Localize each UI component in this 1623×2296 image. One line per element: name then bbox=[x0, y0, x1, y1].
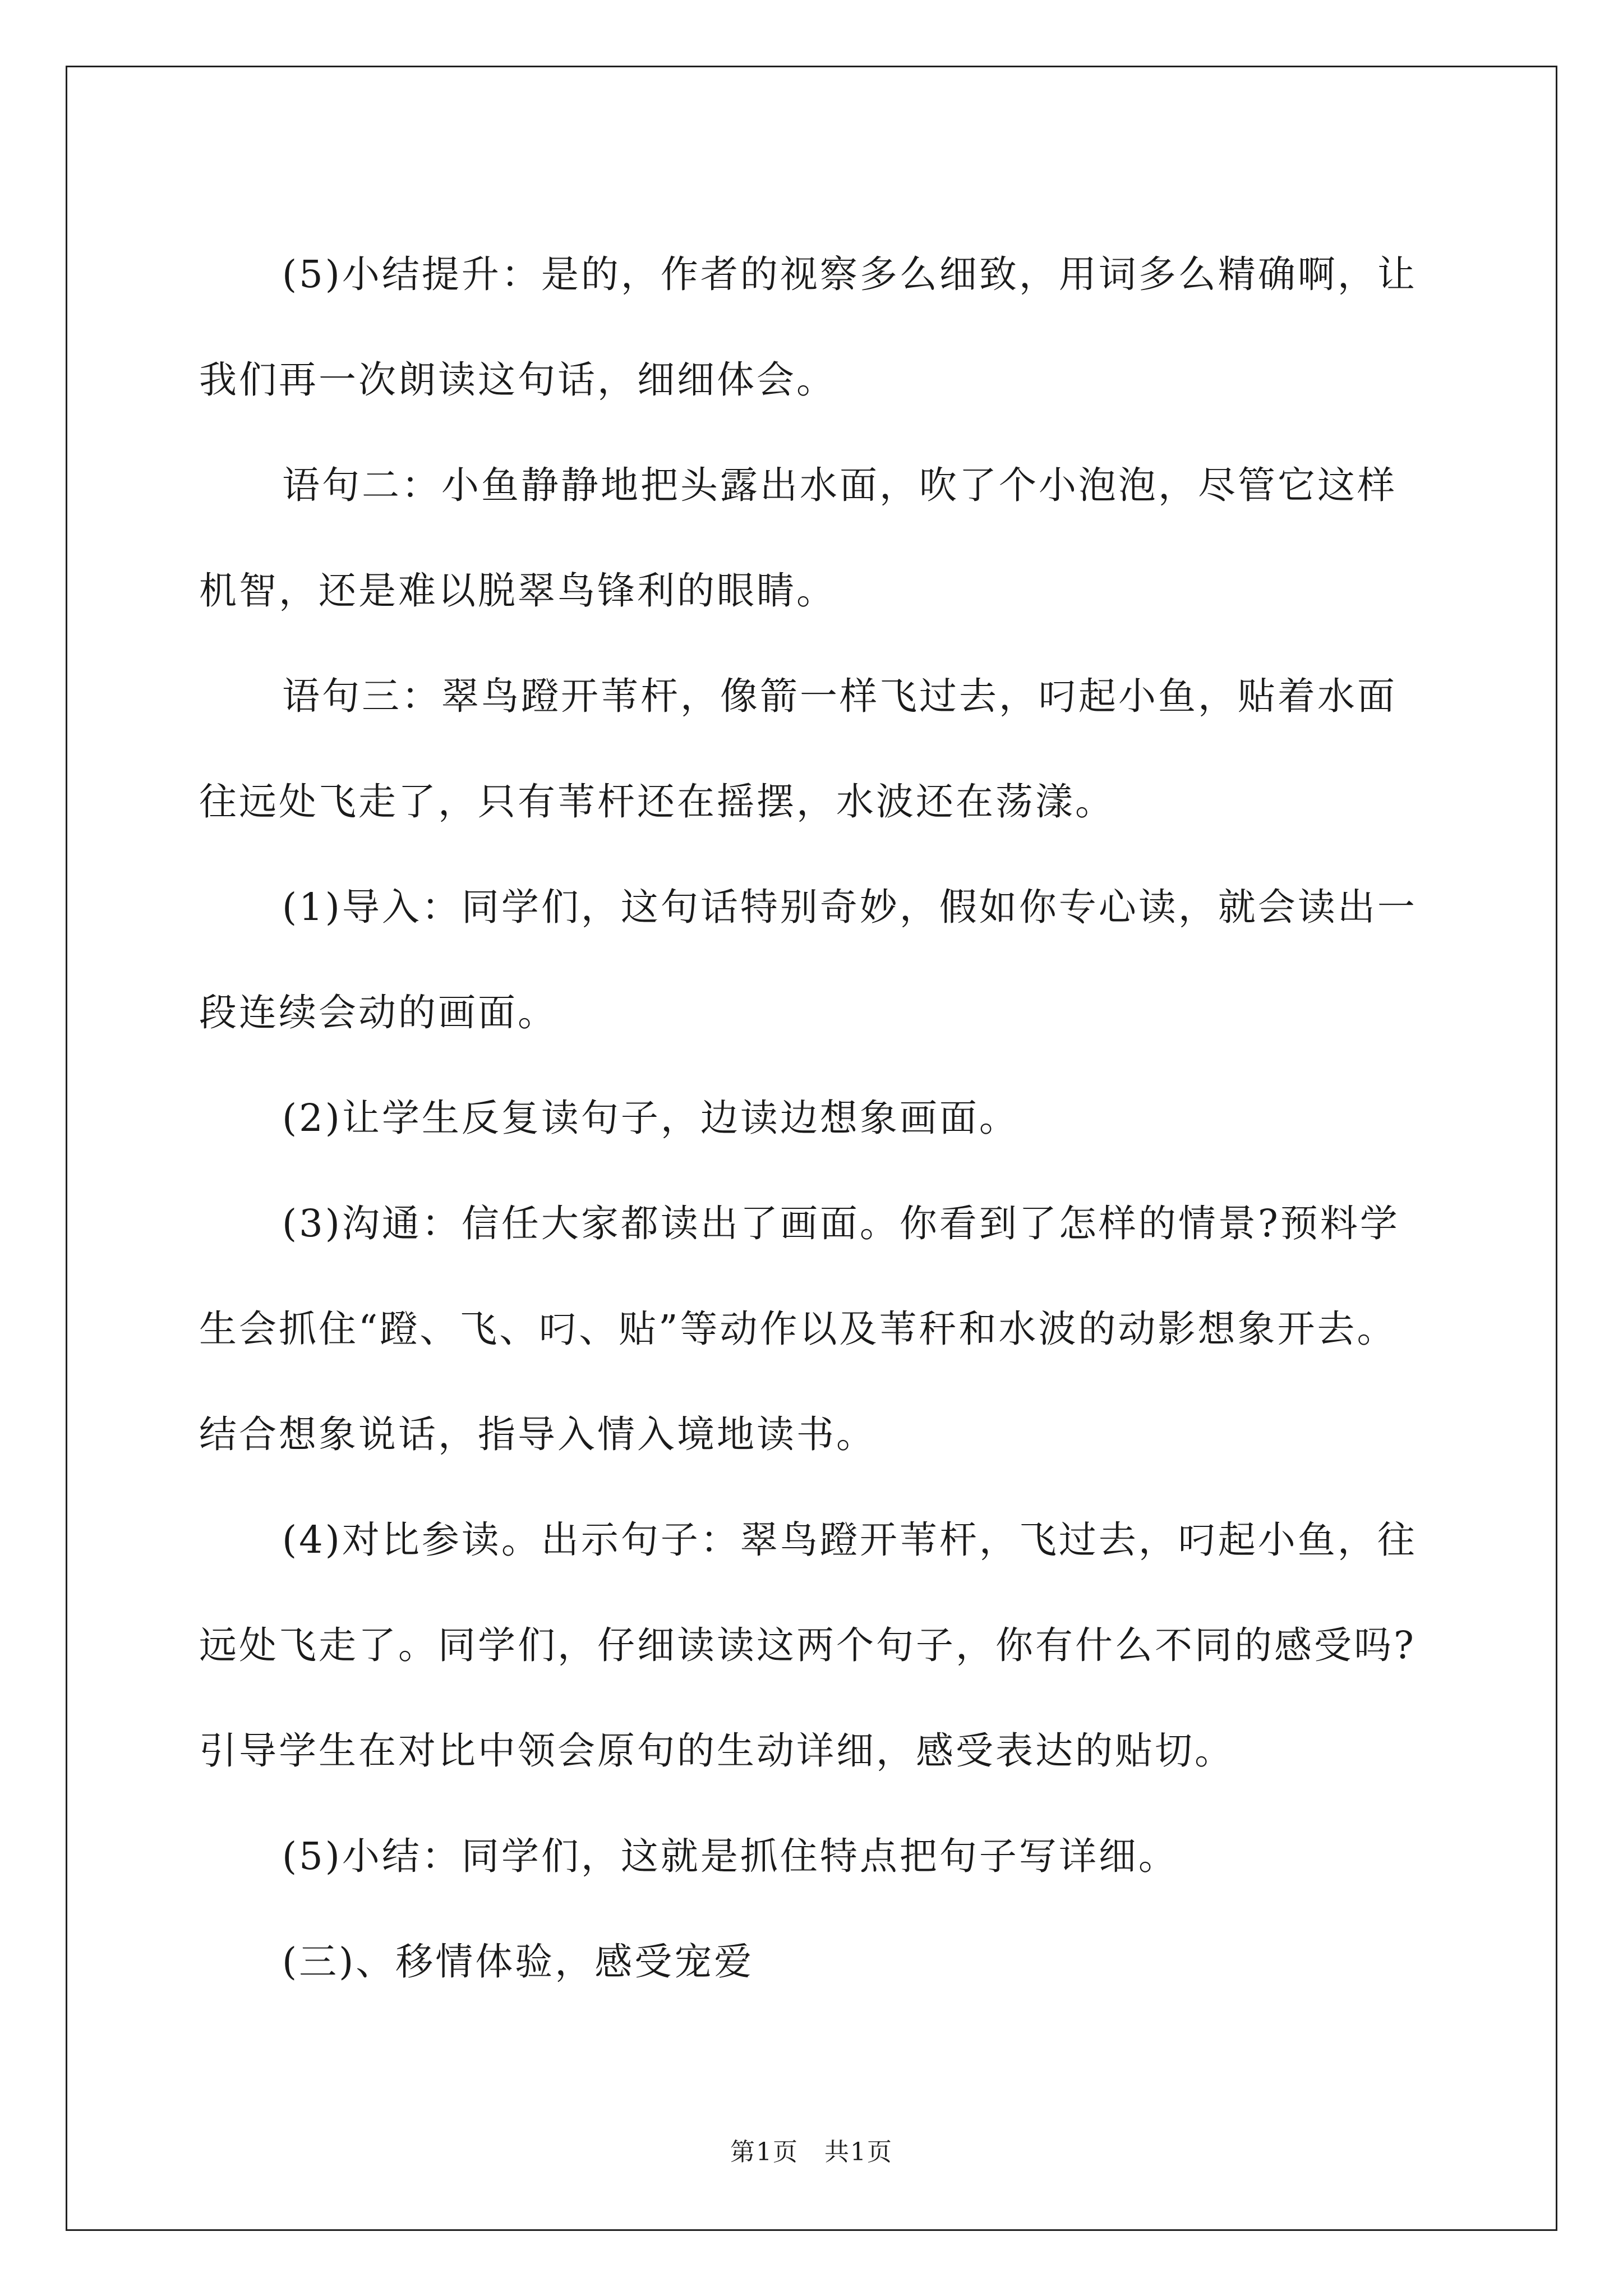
paragraph-intro: (1)导入：同学们，这句话特别奇妙，假如你专心读，就会读出一段连续会动的画面。 bbox=[199, 885, 1417, 1034]
document-body bbox=[199, 222, 1436, 2014]
paragraph-summary: (5)小结：同学们，这就是抓住特点把句子写详细。 bbox=[282, 1834, 1178, 1878]
paragraph-summary-upgrade: (5)小结提升：是的，作者的视察多么细致，用词多么精确啊，让我们再一次朗读这句话，细细体会。 bbox=[199, 252, 1417, 402]
page-number: 第1页 共1页 bbox=[730, 2138, 893, 2166]
paragraph-comparison: (4)对比参读。出示句子：翠鸟蹬开苇杆，飞过去，叼起小鱼，往远处飞走了。同学们，仔细读读这两个句子，你有什么不同的感受吗?引导学生在对比中领会原句的生动详细，感受表达的贴切。 bbox=[199, 1518, 1417, 1773]
paragraph-sentence-two: 语句二：小鱼静静地把头露出水面，吹了个小泡泡，尽管它这样机智，还是难以脱翠鸟锋利的眼睛。 bbox=[199, 463, 1397, 613]
paragraph-communication: (3)沟通：信任大家都读出了画面。你看到了怎样的情景?预料学生会抓住“蹬、飞、叼、贴”等动作以及苇秆和水波的动影想象开去。结合想象说话，指导入情入境地读书。 bbox=[199, 1202, 1400, 1456]
section-heading: (三)、移情体验，感受宠爱 bbox=[282, 1940, 754, 1984]
paragraph-repeat-reading: (2)让学生反复读句子，边读边想象画面。 bbox=[282, 1096, 1019, 1140]
paragraph-sentence-three: 语句三：翠鸟蹬开苇杆，像箭一样飞过去，叼起小鱼，贴着水面往远处飞走了，只有苇杆还在摇摆，水波还在荡漾。 bbox=[199, 674, 1397, 823]
